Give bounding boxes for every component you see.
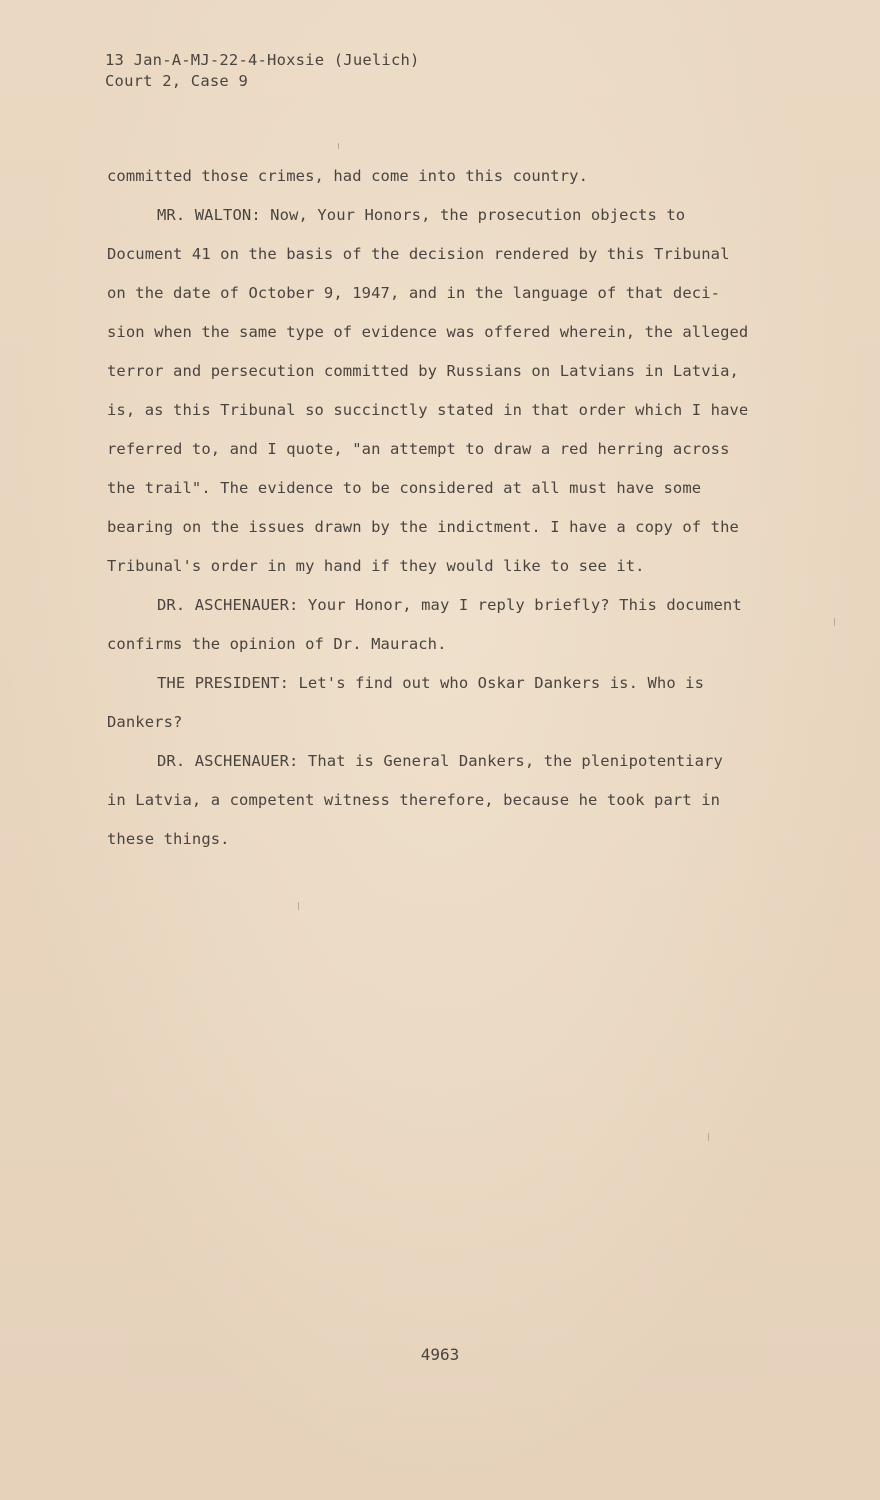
transcript-body bbox=[107, 163, 787, 865]
page-number: 4963 bbox=[420, 1345, 460, 1364]
transcript-line: confirms the opinion of Dr. Maurach. bbox=[107, 635, 447, 653]
transcript-line: the trail". The evidence to be considered at all must have some bbox=[107, 479, 702, 497]
transcript-line: committed those crimes, had come into this country. bbox=[107, 167, 589, 185]
transcript-line: Dankers? bbox=[107, 713, 183, 731]
transcript-line: on the date of October 9, 1947, and in the language of that deci- bbox=[107, 284, 721, 302]
transcript-line: MR. WALTON: Now, Your Honors, the prosecution objects to bbox=[157, 206, 686, 224]
paper-mark bbox=[338, 143, 339, 149]
header-line-1: 13 Jan-A-MJ-22-4-Hoxsie (Juelich) bbox=[105, 51, 420, 69]
page-header bbox=[105, 50, 420, 92]
header-line-2: Court 2, Case 9 bbox=[105, 72, 248, 90]
transcript-line: THE PRESIDENT: Let's find out who Oskar Dankers is. Who is bbox=[157, 674, 705, 692]
transcript-line: terror and persecution committed by Russians on Latvians in Latvia, bbox=[107, 362, 739, 380]
transcript-line: DR. ASCHENAUER: That is General Dankers, the plenipotentiary bbox=[157, 752, 723, 770]
transcript-line: these things. bbox=[107, 830, 230, 848]
transcript-line: sion when the same type of evidence was offered wherein, the alleged bbox=[107, 323, 749, 341]
paper-mark bbox=[708, 1133, 709, 1141]
paper-mark bbox=[834, 618, 835, 626]
paper-mark bbox=[298, 902, 299, 910]
transcript-line: Document 41 on the basis of the decision rendered by this Tribunal bbox=[107, 245, 730, 263]
transcript-line: Tribunal's order in my hand if they would like to see it. bbox=[107, 557, 645, 575]
transcript-line: in Latvia, a competent witness therefore, because he took part in bbox=[107, 791, 721, 809]
transcript-line: referred to, and I quote, "an attempt to draw a red herring across bbox=[107, 440, 730, 458]
transcript-line: is, as this Tribunal so succinctly stated in that order which I have bbox=[107, 401, 749, 419]
transcript-line: DR. ASCHENAUER: Your Honor, may I reply briefly? This document bbox=[157, 596, 742, 614]
transcript-line: bearing on the issues drawn by the indictment. I have a copy of the bbox=[107, 518, 739, 536]
